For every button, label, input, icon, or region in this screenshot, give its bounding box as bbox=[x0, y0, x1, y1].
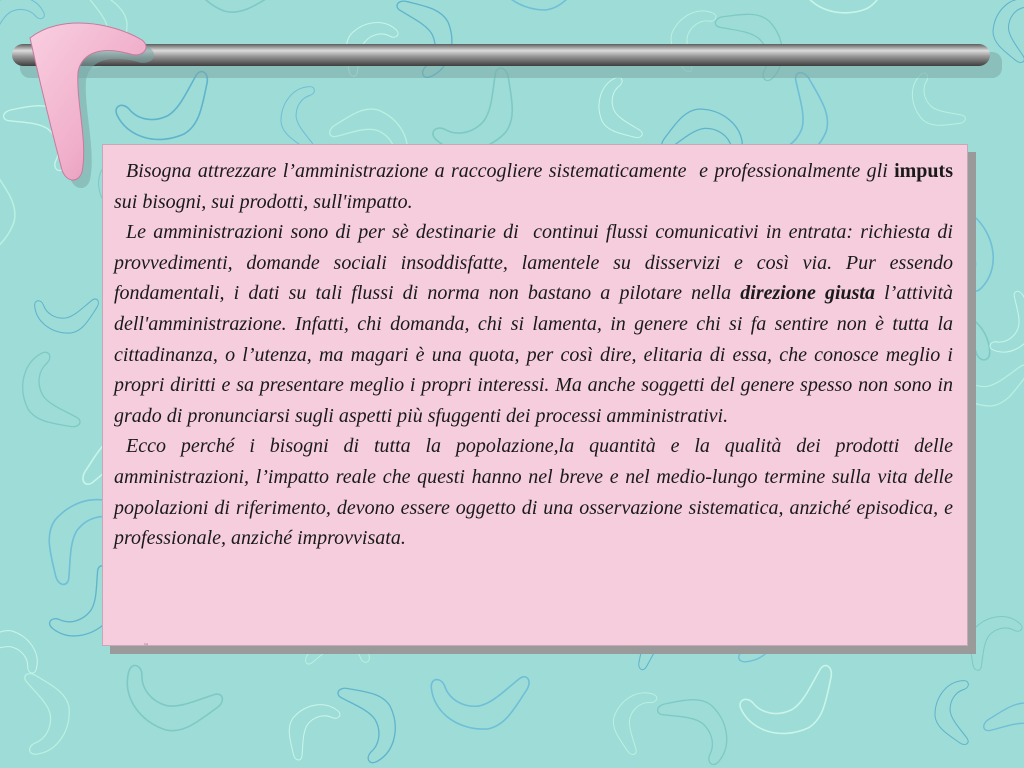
boomerang-outline bbox=[656, 685, 737, 768]
footnote-mark: ™ bbox=[143, 643, 149, 650]
boomerang-outline bbox=[974, 290, 1024, 363]
boomerang-outline bbox=[338, 687, 397, 764]
boomerang-outline bbox=[22, 351, 81, 428]
boomerang-outline bbox=[601, 683, 674, 757]
boomerang-outline bbox=[422, 646, 532, 742]
paragraph-2: Le amministrazioni sono di per sè destinarie di continui flussi comunicativi in entrata: richiesta di provvedimenti, domande sociali insoddisfatte, lamentele su disservizi e così via. Pur essendo fondamentali, i dati su tali flussi di norma non bastano a pilotare nella direzione giusta l’attività dell'amministrazione. Infatti, chi domanda, chi si lamenta, in genere chi si fa sentire non è tutta la cittadinanza, o l’utenza, ma magari è una quota, per così dire, elitaria di essa, che conosce meglio i propri diritti e sa presentare meglio i propri interessi. Ma anche soggetti del genere spesso non sono in grado di pronunciarsi sugli aspetti più sfuggenti dei processi amministrativi. bbox=[114, 221, 954, 427]
boomerang-outline bbox=[28, 279, 99, 342]
boomerang-outline bbox=[982, 687, 1024, 768]
text-box bbox=[102, 144, 968, 646]
boomerang-outline bbox=[112, 638, 225, 750]
emphasis-direzione-giusta: direzione giusta bbox=[740, 282, 875, 305]
boomerang-outline bbox=[278, 696, 351, 761]
boomerang-outline bbox=[740, 666, 831, 734]
paragraph-1: Bisogna attrezzare l’amministrazione a raccogliere sistematicamente e professionalmente gli imputs sui bisogni, sui prodotti, sull'impatto. bbox=[114, 160, 953, 213]
boomerang-outline bbox=[0, 618, 47, 691]
horizontal-rod bbox=[12, 44, 990, 66]
boomerang-outline bbox=[926, 674, 990, 746]
emphasis-imputs: imputs bbox=[894, 160, 953, 182]
boomerang-outline bbox=[2, 672, 80, 762]
paragraph-3: Ecco perché i bisogni di tutta la popolazione,la quantità e la qualità dei prodotti delle amministrazioni, l’impatto reale che questi hanno nel breve e nel medio-lungo termine sulla vita delle popolazioni di riferimento, devono essere oggetto di una osservazione sistematica, anziché episodica, e professionale, anziché improvvisata. bbox=[114, 435, 953, 550]
